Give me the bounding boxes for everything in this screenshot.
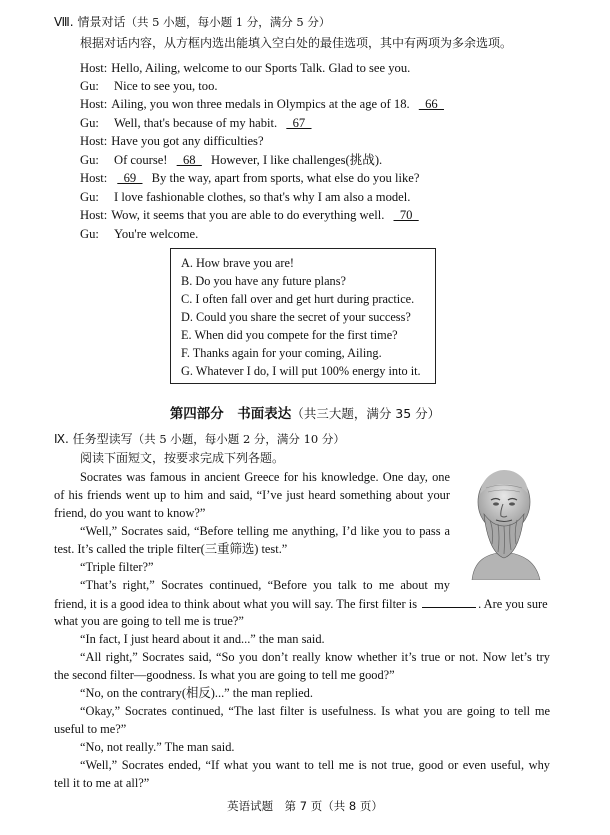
options-box xyxy=(170,248,436,384)
answer-blank-67[interactable]: 67 xyxy=(286,116,312,130)
passage-line: useful to me?” xyxy=(54,722,127,736)
dialog-text: Of course! xyxy=(114,153,171,167)
option-d: D. Could you share the secret of your success? xyxy=(181,310,411,324)
speaker-label: Gu: xyxy=(80,153,99,167)
option-b: B. Do you have any future plans? xyxy=(181,274,346,288)
passage-line: “No, on the contrary(相反)...” the man replied. xyxy=(80,686,313,700)
part-4-title xyxy=(0,402,610,422)
speaker-label: Host: xyxy=(80,134,108,148)
passage-line: what you are going to tell me is true?” xyxy=(54,614,244,628)
section-9-instruction: 阅读下面短文，按要求完成下列各题。 xyxy=(80,451,285,465)
speaker-label: Host: xyxy=(80,171,108,185)
passage-line: “Well,” Socrates said, “Before telling me anything, I’d like you to pass a xyxy=(80,524,450,538)
passage-line: “In fact, I just heard about it and...” the man said. xyxy=(80,632,325,646)
passage-line: “Well,” Socrates ended, “If what you want to tell me is not true, good or even useful, why xyxy=(80,758,550,772)
option-a: A. How brave you are! xyxy=(181,256,295,270)
section-name: 情景对话 xyxy=(77,15,126,29)
speaker-label: Gu: xyxy=(80,79,99,93)
dialog-text: Nice to see you, too. xyxy=(114,79,218,93)
dialog-text: Hello, Ailing, welcome to our Sports Talk. Glad to see you. xyxy=(111,61,411,75)
dialog-text: You're welcome. xyxy=(114,227,199,241)
dialog-text: By the way, apart from sports, what else do you like? xyxy=(148,171,420,185)
section-number: Ⅷ. xyxy=(54,15,74,29)
passage-line: “No, not really.” The man said. xyxy=(80,740,235,754)
passage-text: friend, it is a good idea to think about what you will say. The first filter is xyxy=(54,597,418,611)
dialog-line xyxy=(80,189,410,206)
passage-line: Socrates was famous in ancient Greece for his knowledge. One day, one xyxy=(80,470,450,484)
section-note: （共 5 小题，每小题 2 分，满分 10 分） xyxy=(132,432,345,446)
section-9-title xyxy=(54,431,345,448)
dialog-line xyxy=(80,60,410,77)
passage-line: tell it to me at all?” xyxy=(54,776,150,790)
option-e: E. When did you compete for the first time? xyxy=(181,328,398,342)
dialog-text: However, I like challenges(挑战). xyxy=(207,153,383,167)
passage-line: “That’s right,” Socrates continued, “Before you talk to me about my xyxy=(80,578,450,592)
dialog-line xyxy=(80,207,425,224)
dialog-text: Wow, it seems that you are able to do everything well. xyxy=(111,208,388,222)
passage-line: “Okay,” Socrates continued, “The last filter is usefulness. Is what you are going to tell me xyxy=(80,704,550,718)
speaker-label: Gu: xyxy=(80,190,99,204)
dialog-line xyxy=(80,115,318,132)
section-note: （共 5 小题，每小题 1 分，满分 5 分） xyxy=(125,15,331,29)
page-footer: 英语试题 第 7 页（共 8 页） xyxy=(227,799,383,813)
socrates-bust-image xyxy=(456,462,552,580)
speaker-label: Host: xyxy=(80,61,108,75)
dialog-text: Have you got any difficulties? xyxy=(111,134,264,148)
option-c: C. I often fall over and get hurt during practice. xyxy=(181,292,415,306)
passage-text: . Are you sure xyxy=(478,597,548,611)
speaker-label: Host: xyxy=(80,97,108,111)
passage-line: “All right,” Socrates said, “So you don’t really know whether it’s true or not. Now let’s try xyxy=(80,650,550,664)
section-8-title xyxy=(54,14,330,31)
option-g: G. Whatever I do, I will put 100% energy into it. xyxy=(181,364,421,378)
dialog-line xyxy=(80,226,198,243)
dialog-line xyxy=(80,78,218,95)
speaker-label: Gu: xyxy=(80,116,99,130)
section-name: 任务型读写 xyxy=(72,432,133,446)
dialog-line xyxy=(80,170,419,187)
dialog-line xyxy=(80,133,264,150)
speaker-label: Gu: xyxy=(80,227,99,241)
section-8-instruction: 根据对话内容，从方框内选出能填入空白处的最佳选项，其中有两项为多余选项。 xyxy=(80,36,513,50)
passage-line: the second filter—goodness. Is what you are going to tell me good?” xyxy=(54,668,395,682)
passage-line: friend, do you want to know?” xyxy=(54,506,206,520)
dialog-text: Well, that's because of my habit. xyxy=(114,116,281,130)
dialog-line xyxy=(80,152,382,169)
part-title-text: 第四部分 书面表达 xyxy=(169,406,292,422)
section-number: Ⅸ. xyxy=(54,432,69,446)
dialog-text: I love fashionable clothes, so that's why I am also a model. xyxy=(114,190,411,204)
answer-blank[interactable] xyxy=(422,595,476,608)
passage-line: test. It’s called the triple filter(三重筛选) test.” xyxy=(54,542,288,556)
passage-line: of his friends went up to him and said, “I’ve just heard something about your xyxy=(54,488,450,502)
dialog-text: Ailing, you won three medals in Olympics at the age of 18. xyxy=(111,97,413,111)
option-f: F. Thanks again for your coming, Ailing. xyxy=(181,346,382,360)
speaker-label: Host: xyxy=(80,208,108,222)
answer-blank-69[interactable]: 69 xyxy=(117,171,143,185)
answer-blank-66[interactable]: 66 xyxy=(418,97,444,111)
part-title-note: （共三大题，满分 35 分） xyxy=(291,406,441,421)
answer-blank-70[interactable]: 70 xyxy=(393,208,419,222)
passage-line-with-blank xyxy=(54,595,554,613)
passage-line: “Triple filter?” xyxy=(80,560,154,574)
dialog-line xyxy=(80,96,450,113)
answer-blank-68[interactable]: 68 xyxy=(176,153,202,167)
